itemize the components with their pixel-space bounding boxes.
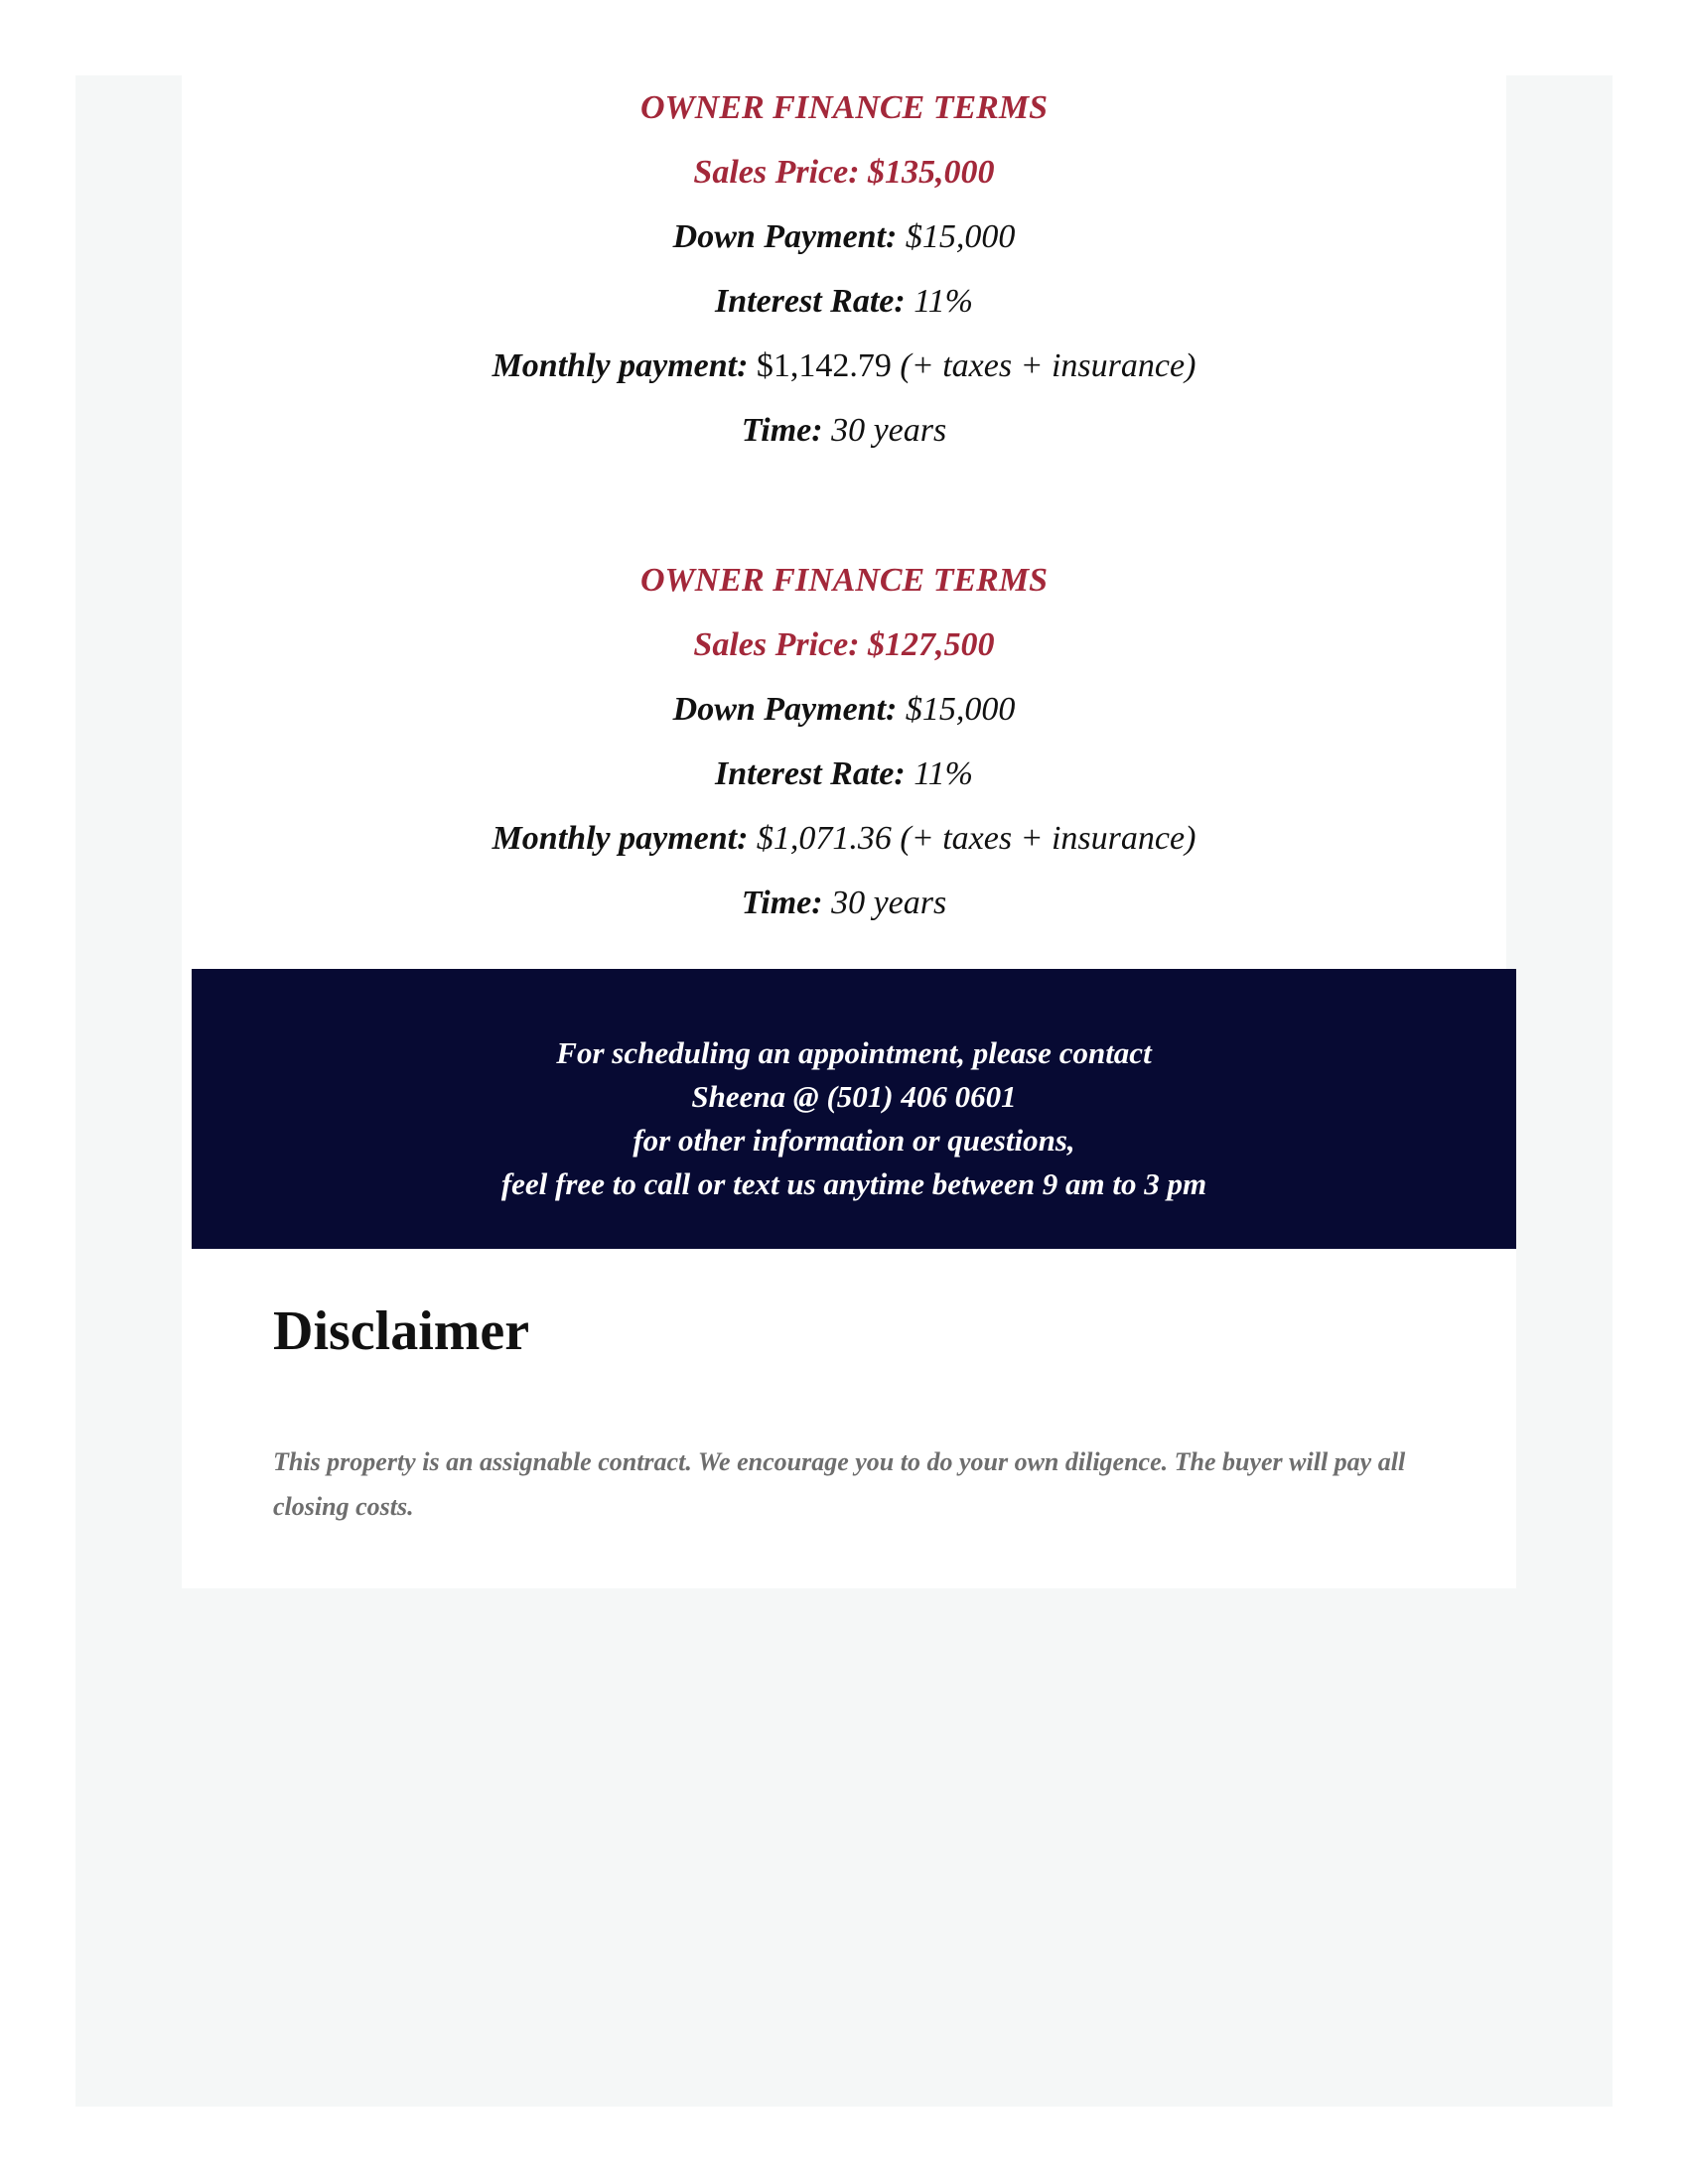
contact-line-2: Sheena @ (501) 406 0601 (691, 1079, 1017, 1114)
interest-rate-label: Interest Rate: (714, 755, 906, 792)
sales-price: Sales Price: $135,000 (693, 154, 995, 191)
down-payment-value: $15,000 (897, 218, 1016, 255)
monthly-payment-row (182, 806, 1506, 871)
time-value: 30 years (822, 412, 947, 449)
down-payment-label: Down Payment: (672, 691, 898, 728)
interest-rate-row (182, 269, 1506, 334)
monthly-payment-amount: $1,142.79 (748, 347, 892, 384)
disclaimer-text: This property is an assignable contract. We encourage you to do your own diligence. The buyer will pay all closing costs. (273, 1447, 1406, 1521)
time-row (182, 871, 1506, 935)
contact-line-4: feel free to call or text us anytime between 9 am to 3 pm (500, 1166, 1207, 1201)
finance-terms-block-2 (182, 548, 1506, 935)
disclaimer-title: Disclaimer (273, 1300, 530, 1362)
down-payment-row (182, 205, 1506, 269)
interest-rate-label: Interest Rate: (714, 283, 906, 320)
interest-rate-value: 11% (905, 283, 974, 320)
time-value: 30 years (822, 885, 947, 921)
interest-rate-value: 11% (905, 755, 974, 792)
terms-heading: OWNER FINANCE TERMS (639, 89, 1048, 126)
contact-line-3: for other information or questions, (633, 1123, 1075, 1158)
terms-heading: OWNER FINANCE TERMS (639, 562, 1048, 599)
finance-terms-block-1 (182, 75, 1506, 463)
down-payment-value: $15,000 (897, 691, 1016, 728)
monthly-payment-label: Monthly payment: (492, 820, 749, 857)
monthly-payment-label: Monthly payment: (492, 347, 749, 384)
monthly-payment-row (182, 334, 1506, 398)
sales-price: Sales Price: $127,500 (693, 626, 995, 663)
down-payment-row (182, 677, 1506, 742)
monthly-payment-amount: $1,071.36 (748, 820, 892, 857)
down-payment-label: Down Payment: (672, 218, 898, 255)
contact-banner (192, 969, 1516, 1249)
time-label: Time: (741, 412, 823, 449)
contact-line-1: For scheduling an appointment, please contact (556, 1035, 1152, 1070)
time-label: Time: (741, 885, 823, 921)
monthly-payment-suffix: (+ taxes + insurance) (891, 820, 1196, 857)
contact-text (192, 1031, 1516, 1206)
time-row (182, 398, 1506, 463)
interest-rate-row (182, 742, 1506, 806)
monthly-payment-suffix: (+ taxes + insurance) (891, 347, 1196, 384)
